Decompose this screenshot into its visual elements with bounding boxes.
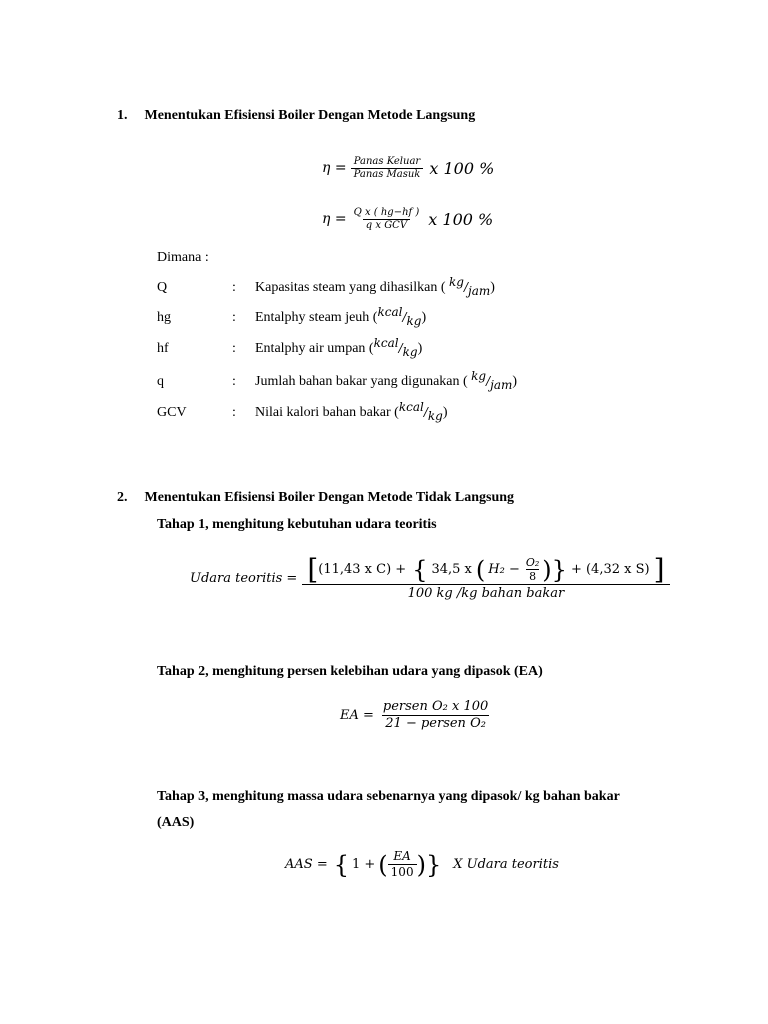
variable-colon: :	[232, 405, 236, 420]
eq1-denominator: Panas Masuk	[351, 168, 424, 181]
variable-description	[255, 369, 518, 392]
variable-row-gcv	[157, 400, 657, 429]
unit-numerator: kcal	[398, 400, 424, 414]
section-2-heading	[117, 490, 514, 506]
unit-fraction: kg/jam	[471, 369, 513, 392]
variable-colon: :	[232, 310, 236, 325]
description-text: Jumlah bahan bakar yang digunakan (	[255, 374, 468, 389]
variable-row-hf	[157, 336, 657, 365]
unit-fraction: kg/jam	[449, 275, 491, 298]
eq2-lhs: η =	[322, 211, 347, 228]
section-2-number: 2.	[117, 490, 128, 505]
udara-teoritis-numerator: [ (11,43 x C) + { 34,5 x ( H₂ − $\frac{\text{O₂}}{8}$ ) } + (4,32 x S) ]	[307, 553, 665, 586]
variable-colon: :	[232, 341, 236, 356]
eq2-rhs: x 100 %	[428, 209, 494, 229]
o2-over-8-fraction	[523, 557, 542, 584]
variable-description	[255, 275, 495, 298]
eq1-lhs: η =	[322, 160, 347, 177]
close-paren: )	[417, 341, 423, 356]
unit-numerator: kcal	[377, 305, 403, 319]
tahap-3-title-line-2: (AAS)	[157, 815, 195, 830]
aas-numerator: EA	[393, 849, 411, 863]
eq2-numerator: Q x ( hg−hf )	[353, 207, 420, 218]
aas-rhs: X Udara teoritis	[453, 857, 559, 873]
o2-numerator: O₂	[525, 555, 540, 569]
unit-numerator: kcal	[373, 336, 399, 350]
efficiency-equation-2	[322, 207, 493, 232]
variable-row-hg	[157, 305, 657, 334]
efficiency-equation-1	[322, 156, 494, 181]
close-paren: )	[442, 405, 448, 420]
description-text: Entalphy air umpan (	[255, 341, 374, 356]
section-2-title: Menentukan Efisiensi Boiler Dengan Metode Tidak Langsung	[144, 490, 515, 505]
term-sulfur: + (4,32 x S)	[570, 561, 650, 577]
variable-colon: :	[232, 280, 236, 295]
unit-denominator: jam	[490, 378, 513, 392]
unit-numerator: kg	[449, 275, 464, 289]
aas-fraction	[388, 850, 417, 879]
variable-row-q	[157, 275, 657, 304]
eq1-rhs: x 100 %	[429, 158, 495, 178]
ea-denominator: 21 − persen O₂	[382, 715, 489, 732]
udara-teoritis-lhs: Udara teoritis =	[190, 571, 298, 587]
unit-denominator: kg	[406, 314, 422, 328]
variable-row-q-fuel	[157, 369, 657, 398]
eq2-fraction	[351, 207, 423, 232]
ea-lhs: EA =	[340, 708, 374, 724]
aas-denominator: 100	[388, 864, 417, 879]
term-hydrogen-coef: 34,5 x	[431, 561, 472, 577]
eq1-numerator: Panas Keluar	[353, 156, 421, 167]
unit-denominator: kg	[427, 409, 443, 423]
close-paren: )	[490, 280, 495, 295]
eight-denominator: 8	[526, 569, 539, 583]
variable-description	[255, 305, 427, 328]
variable-colon: :	[232, 374, 236, 389]
udara-teoritis-fraction	[305, 553, 666, 602]
close-paren: )	[512, 374, 518, 389]
aas-one-plus: 1 +	[352, 857, 376, 873]
aas-lhs: AAS =	[285, 857, 328, 873]
ea-numerator: persen O₂ x 100	[382, 699, 489, 714]
unit-denominator: jam	[468, 284, 491, 298]
aas-equation: AAS = { 1 + ( $\frac{EA}{100}$ ) } X Udara teoritis	[285, 849, 559, 879]
unit-fraction: kcal/kg	[373, 336, 418, 359]
description-text: Kapasitas steam yang dihasilkan (	[255, 280, 446, 295]
variable-symbol: GCV	[157, 405, 187, 420]
variable-symbol: hg	[157, 310, 171, 325]
unit-numerator: kg	[471, 369, 487, 383]
section-1-number: 1.	[117, 108, 128, 123]
eq1-fraction	[351, 156, 424, 181]
udara-teoritis-denominator	[302, 584, 669, 602]
eq2-denominator: q x GCV	[363, 219, 410, 232]
unit-fraction: kcal/kg	[398, 400, 443, 423]
section-1-title: Menentukan Efisiensi Boiler Dengan Metode Langsung	[144, 108, 476, 123]
dimana-label: Dimana :	[157, 250, 209, 265]
description-text: Nilai kalori bahan bakar (	[255, 405, 399, 420]
denominator-text: 100 kg /kg bahan bakar	[407, 586, 565, 601]
term-carbon: (11,43 x C) +	[318, 561, 407, 577]
variable-symbol: hf	[157, 341, 169, 356]
variable-description	[255, 400, 448, 423]
section-1-heading	[117, 108, 475, 124]
variable-description	[255, 336, 423, 359]
ea-equation	[340, 700, 491, 732]
variable-symbol: Q	[157, 280, 168, 295]
unit-denominator: kg	[402, 345, 418, 359]
ea-fraction	[380, 700, 491, 732]
tahap-3-title-line-1: Tahap 3, menghitung massa udara sebenarnya yang dipasok/ kg bahan bakar	[157, 789, 620, 804]
close-paren: )	[421, 310, 427, 325]
tahap-1-title: Tahap 1, menghitung kebutuhan udara teoritis	[157, 517, 437, 532]
term-h2: H₂ −	[488, 561, 520, 577]
variable-list	[157, 272, 657, 442]
description-text: Entalphy steam jeuh (	[255, 310, 378, 325]
unit-fraction: kcal/kg	[377, 305, 422, 328]
tahap-2-title: Tahap 2, menghitung persen kelebihan udara yang dipasok (EA)	[157, 664, 543, 679]
udara-teoritis-equation	[190, 553, 667, 602]
variable-symbol: q	[157, 374, 164, 389]
